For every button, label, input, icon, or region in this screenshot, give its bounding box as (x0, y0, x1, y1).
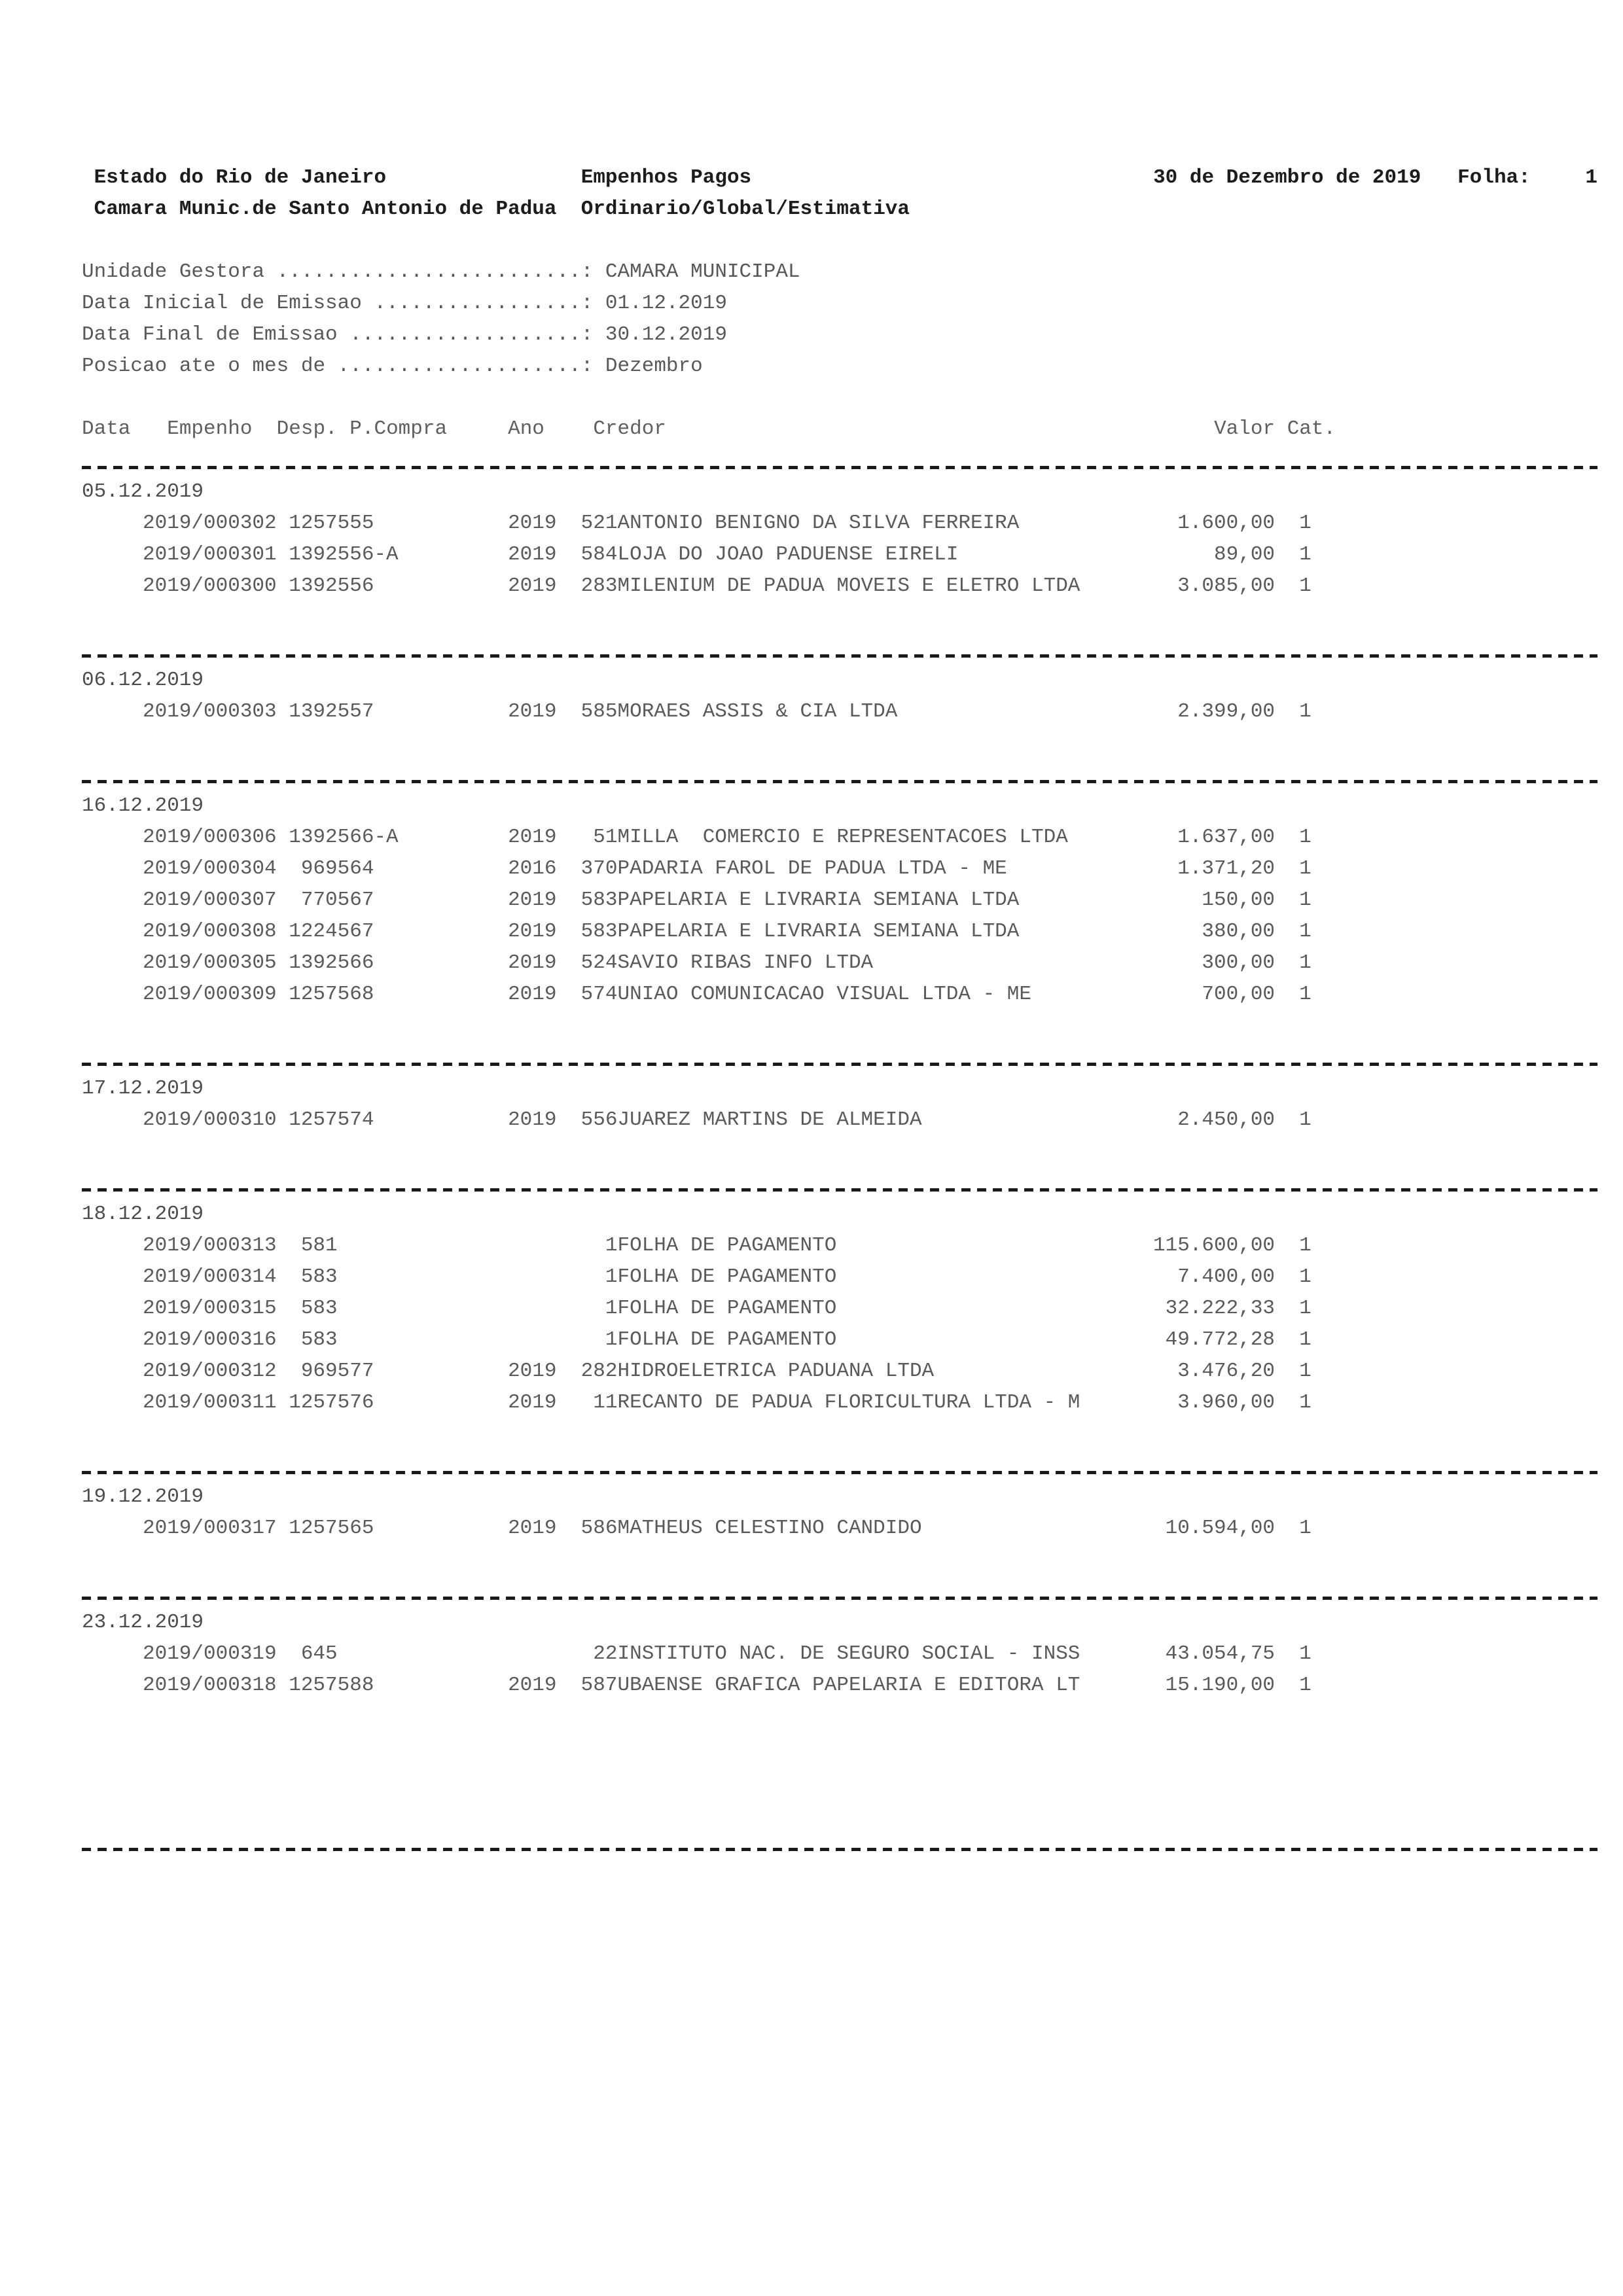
credor-name-cell: JUAREZ MARTINS DE ALMEIDA (617, 1108, 922, 1131)
cat-cell: 1 (1299, 543, 1311, 566)
credor-num-cell: 521 (580, 512, 618, 535)
valor-cell: 3.476,20 (1177, 1360, 1275, 1383)
dashed-divider (82, 780, 1597, 783)
table-row (82, 1513, 1597, 1544)
credor-num-cell: 585 (580, 700, 618, 723)
pcompra-cell (338, 1638, 447, 1670)
valor-cell: 300,00 (1202, 951, 1275, 974)
empenho-cell: 2019/000318 (143, 1674, 277, 1697)
empenho-cell: 2019/000314 (143, 1265, 277, 1288)
credor-name-cell: FOLHA DE PAGAMENTO (617, 1234, 837, 1257)
pcompra-cell: 555 (337, 512, 374, 535)
table-row (82, 1262, 1597, 1293)
credor-name-cell: MILLA COMERCIO E REPRESENTACOES LTDA (617, 826, 1068, 849)
cat-cell: 1 (1299, 920, 1311, 943)
meta-label: Data Inicial de Emissao .................: (82, 292, 594, 315)
ano-cell: 2019 (508, 1108, 557, 1131)
cat-cell: 1 (1299, 1360, 1311, 1383)
ano-cell: 2019 (508, 1674, 557, 1697)
table-row (82, 1293, 1597, 1324)
meta-label: Data Final de Emissao ...................: (82, 323, 594, 346)
empenho-cell: 2019/000312 (143, 1360, 277, 1383)
empenho-cell: 2019/000316 (143, 1328, 277, 1351)
empenho-cell: 2019/000319 (143, 1642, 277, 1665)
ano-cell: 2019 (508, 889, 557, 911)
table-row (82, 539, 1597, 571)
table-row (82, 947, 1597, 979)
ano-cell: 2019 (508, 543, 557, 566)
valor-cell: 89,00 (1214, 543, 1275, 566)
pcompra-cell: 566-A (337, 826, 399, 849)
ano-cell: 2019 (508, 1517, 557, 1540)
org-subname: Camara Munic.de Santo Antonio de Padua (94, 198, 557, 221)
table-row (82, 885, 1597, 916)
credor-num-cell: 586 (580, 1517, 618, 1540)
valor-cell: 3.960,00 (1177, 1391, 1275, 1414)
desp-cell: 1392 (289, 700, 338, 723)
table-row (82, 1104, 1597, 1136)
empenho-cell: 2019/000310 (143, 1108, 277, 1131)
separator-row (82, 633, 1597, 665)
cat-cell: 1 (1299, 983, 1311, 1006)
valor-cell: 3.085,00 (1177, 574, 1275, 597)
pcompra-cell: 556-A (337, 543, 399, 566)
valor-cell: 2.450,00 (1177, 1108, 1275, 1131)
pcompra-cell: 564 (337, 857, 374, 880)
ano-cell (447, 1293, 556, 1324)
valor-cell: 150,00 (1202, 889, 1275, 911)
valor-cell: 700,00 (1202, 983, 1275, 1006)
cat-cell: 1 (1299, 889, 1311, 911)
desp-cell: 583 (300, 1297, 338, 1320)
valor-cell: 10.594,00 (1165, 1517, 1275, 1540)
valor-cell: 1.371,20 (1177, 857, 1275, 880)
date-group-header (82, 1481, 1597, 1513)
ano-cell: 2019 (508, 574, 557, 597)
credor-num-cell: 1 (605, 1328, 618, 1351)
empenho-cell: 2019/000317 (143, 1517, 277, 1540)
table-row (82, 508, 1597, 539)
col-empenho: Empenho (167, 417, 253, 440)
desp-cell: 969 (300, 857, 338, 880)
desp-cell: 770 (300, 889, 338, 911)
credor-num-cell: 524 (580, 951, 618, 974)
table-row (82, 1670, 1597, 1701)
ano-cell (447, 1262, 556, 1293)
separator-row (82, 759, 1597, 790)
table-row (82, 1638, 1597, 1670)
empenho-cell: 2019/000302 (143, 512, 277, 535)
table-row (82, 1324, 1597, 1356)
pcompra-cell (338, 1324, 447, 1356)
pcompra-cell: 557 (337, 700, 374, 723)
valor-cell: 32.222,33 (1165, 1297, 1275, 1320)
date-group-header (82, 1073, 1597, 1104)
pcompra-cell: 576 (337, 1391, 374, 1414)
pcompra-cell: 568 (337, 983, 374, 1006)
cat-cell: 1 (1299, 857, 1311, 880)
group-date: 18.12.2019 (82, 1203, 204, 1226)
table-row (82, 571, 1597, 602)
ano-cell: 2016 (508, 857, 557, 880)
empenho-cell: 2019/000303 (143, 700, 277, 723)
dashed-divider (82, 1063, 1597, 1066)
folha-label: Folha: (1457, 166, 1531, 189)
table-column-header (82, 414, 1597, 445)
date-group-header (82, 476, 1597, 508)
pcompra-cell: 577 (337, 1360, 374, 1383)
valor-cell: 15.190,00 (1165, 1674, 1275, 1697)
pcompra-cell: 588 (337, 1674, 374, 1697)
desp-cell: 1224 (289, 920, 338, 943)
credor-name-cell: FOLHA DE PAGAMENTO (617, 1297, 837, 1320)
col-ano: Ano (508, 417, 544, 440)
credor-name-cell: UBAENSE GRAFICA PAPELARIA E EDITORA LT (617, 1674, 1080, 1697)
dashed-divider (82, 466, 1597, 469)
separator-row (82, 1827, 1597, 1858)
desp-cell: 583 (300, 1265, 338, 1288)
valor-cell: 115.600,00 (1153, 1234, 1275, 1257)
desp-cell: 1257 (289, 1517, 338, 1540)
payments-table (82, 445, 1597, 1858)
credor-num-cell: 583 (580, 889, 618, 911)
report-header-line-2 (82, 194, 1597, 225)
ano-cell: 2019 (508, 700, 557, 723)
pcompra-cell: 566 (337, 951, 374, 974)
credor-name-cell: FOLHA DE PAGAMENTO (617, 1328, 837, 1351)
credor-num-cell: 11 (593, 1391, 618, 1414)
credor-name-cell: UNIAO COMUNICACAO VISUAL LTDA - ME (617, 983, 1031, 1006)
report-header-line-1 (82, 162, 1597, 194)
cat-cell: 1 (1299, 1108, 1311, 1131)
ano-cell: 2019 (508, 951, 557, 974)
empenho-cell: 2019/000301 (143, 543, 277, 566)
pcompra-cell (338, 1230, 447, 1262)
dashed-divider (82, 1188, 1597, 1192)
cat-cell: 1 (1299, 574, 1311, 597)
desp-cell: 583 (300, 1328, 338, 1351)
pcompra-cell: 567 (337, 889, 374, 911)
folha-number: 1 (1585, 166, 1597, 189)
credor-num-cell: 584 (580, 543, 618, 566)
meta-data-inicial (82, 288, 1597, 319)
ano-cell: 2019 (508, 826, 557, 849)
meta-value: 30.12.2019 (605, 323, 727, 346)
credor-name-cell: MATHEUS CELESTINO CANDIDO (617, 1517, 922, 1540)
report-title: Empenhos Pagos (580, 166, 752, 189)
table-row (82, 979, 1597, 1010)
cat-cell: 1 (1299, 826, 1311, 849)
meta-unidade-gestora (82, 256, 1597, 288)
credor-name-cell: PADARIA FAROL DE PADUA LTDA - ME (617, 857, 1007, 880)
credor-num-cell: 1 (605, 1265, 618, 1288)
valor-cell: 7.400,00 (1177, 1265, 1275, 1288)
date-group-header (82, 1199, 1597, 1230)
valor-cell: 43.054,75 (1165, 1642, 1275, 1665)
desp-cell: 1257 (289, 983, 338, 1006)
pcompra-cell: 567 (337, 920, 374, 943)
col-pcompra: P.Compra (349, 417, 448, 440)
credor-num-cell: 556 (580, 1108, 618, 1131)
meta-posicao (82, 351, 1597, 382)
cat-cell: 1 (1299, 1674, 1311, 1697)
credor-name-cell: LOJA DO JOAO PADUENSE EIRELI (617, 543, 959, 566)
date-group-header (82, 665, 1597, 696)
cat-cell: 1 (1299, 1391, 1311, 1414)
group-date: 19.12.2019 (82, 1485, 204, 1508)
cat-cell: 1 (1299, 1297, 1311, 1320)
table-row (82, 1230, 1597, 1262)
cat-cell: 1 (1299, 1642, 1311, 1665)
ano-cell: 2019 (508, 1391, 557, 1414)
table-row (82, 853, 1597, 885)
report-document (82, 162, 1597, 1858)
cat-cell: 1 (1299, 1328, 1311, 1351)
valor-cell: 380,00 (1202, 920, 1275, 943)
group-date: 23.12.2019 (82, 1611, 204, 1634)
empenho-cell: 2019/000311 (143, 1391, 277, 1414)
credor-num-cell: 587 (580, 1674, 618, 1697)
table-row (82, 822, 1597, 853)
group-date: 06.12.2019 (82, 669, 204, 692)
ano-cell (447, 1324, 556, 1356)
separator-row (82, 445, 1597, 476)
desp-cell: 645 (300, 1642, 338, 1665)
col-cat: Cat. (1287, 417, 1336, 440)
desp-cell: 1257 (289, 1391, 338, 1414)
empenho-cell: 2019/000308 (143, 920, 277, 943)
credor-num-cell: 574 (580, 983, 618, 1006)
meta-value: CAMARA MUNICIPAL (605, 260, 800, 283)
desp-cell: 1392 (289, 826, 338, 849)
dashed-divider (82, 1597, 1597, 1600)
separator-row (82, 1042, 1597, 1073)
meta-data-final (82, 319, 1597, 351)
meta-value: 01.12.2019 (605, 292, 727, 315)
credor-num-cell: 1 (605, 1297, 618, 1320)
empenho-cell: 2019/000306 (143, 826, 277, 849)
desp-cell: 1392 (289, 574, 338, 597)
table-row (82, 1387, 1597, 1419)
pcompra-cell: 565 (337, 1517, 374, 1540)
desp-cell: 969 (300, 1360, 338, 1383)
credor-name-cell: INSTITUTO NAC. DE SEGURO SOCIAL - INSS (617, 1642, 1080, 1665)
credor-name-cell: SAVIO RIBAS INFO LTDA (617, 951, 874, 974)
credor-num-cell: 51 (593, 826, 618, 849)
ano-cell (447, 1638, 556, 1670)
meta-value: Dezembro (605, 355, 703, 378)
meta-label: Posicao ate o mes de ....................: (82, 355, 594, 378)
col-credor: Credor (593, 417, 666, 440)
credor-num-cell: 1 (605, 1234, 618, 1257)
org-name: Estado do Rio de Janeiro (94, 166, 387, 189)
desp-cell: 1257 (289, 1674, 338, 1697)
credor-num-cell: 282 (580, 1360, 618, 1383)
valor-cell: 1.637,00 (1177, 826, 1275, 849)
report-date: 30 de Dezembro de 2019 (1153, 166, 1421, 189)
credor-num-cell: 22 (593, 1642, 618, 1665)
pcompra-cell: 556 (337, 574, 374, 597)
desp-cell: 1392 (289, 951, 338, 974)
col-data: Data (82, 417, 131, 440)
credor-num-cell: 583 (580, 920, 618, 943)
empenho-cell: 2019/000304 (143, 857, 277, 880)
credor-num-cell: 283 (580, 574, 618, 597)
credor-name-cell: MILENIUM DE PADUA MOVEIS E ELETRO LTDA (617, 574, 1080, 597)
credor-name-cell: MORAES ASSIS & CIA LTDA (617, 700, 898, 723)
ano-cell: 2019 (508, 1360, 557, 1383)
credor-num-cell: 370 (580, 857, 618, 880)
separator-row (82, 1167, 1597, 1199)
valor-cell: 2.399,00 (1177, 700, 1275, 723)
valor-cell: 1.600,00 (1177, 512, 1275, 535)
cat-cell: 1 (1299, 951, 1311, 974)
pcompra-cell (338, 1293, 447, 1324)
meta-label: Unidade Gestora .........................: (82, 260, 594, 283)
empenho-cell: 2019/000300 (143, 574, 277, 597)
credor-name-cell: PAPELARIA E LIVRARIA SEMIANA LTDA (617, 889, 1020, 911)
desp-cell: 1392 (289, 543, 338, 566)
valor-cell: 49.772,28 (1165, 1328, 1275, 1351)
col-desp: Desp. (276, 417, 338, 440)
cat-cell: 1 (1299, 512, 1311, 535)
report-subtitle: Ordinario/Global/Estimativa (580, 198, 910, 221)
pcompra-cell (338, 1262, 447, 1293)
credor-name-cell: ANTONIO BENIGNO DA SILVA FERREIRA (617, 512, 1020, 535)
separator-row (82, 1450, 1597, 1481)
credor-name-cell: RECANTO DE PADUA FLORICULTURA LTDA - M (617, 1391, 1080, 1414)
cat-cell: 1 (1299, 700, 1311, 723)
ano-cell: 2019 (508, 983, 557, 1006)
desp-cell: 1257 (289, 1108, 338, 1131)
pcompra-cell: 574 (337, 1108, 374, 1131)
dashed-divider (82, 1471, 1597, 1474)
col-valor: Valor (1214, 417, 1275, 440)
ano-cell: 2019 (508, 512, 557, 535)
desp-cell: 581 (300, 1234, 338, 1257)
date-group-header (82, 790, 1597, 822)
group-date: 16.12.2019 (82, 794, 204, 817)
empenho-cell: 2019/000309 (143, 983, 277, 1006)
group-date: 17.12.2019 (82, 1077, 204, 1100)
credor-name-cell: PAPELARIA E LIVRARIA SEMIANA LTDA (617, 920, 1020, 943)
date-group-header (82, 1607, 1597, 1638)
dashed-divider (82, 654, 1597, 658)
cat-cell: 1 (1299, 1265, 1311, 1288)
dashed-divider (82, 1848, 1597, 1851)
desp-cell: 1257 (289, 512, 338, 535)
separator-row (82, 1576, 1597, 1607)
table-row (82, 1356, 1597, 1387)
empenho-cell: 2019/000305 (143, 951, 277, 974)
table-row (82, 696, 1597, 728)
ano-cell (447, 1230, 556, 1262)
empenho-cell: 2019/000313 (143, 1234, 277, 1257)
ano-cell: 2019 (508, 920, 557, 943)
empenho-cell: 2019/000315 (143, 1297, 277, 1320)
empenho-cell: 2019/000307 (143, 889, 277, 911)
table-row (82, 916, 1597, 947)
credor-name-cell: HIDROELETRICA PADUANA LTDA (617, 1360, 935, 1383)
cat-cell: 1 (1299, 1517, 1311, 1540)
credor-name-cell: FOLHA DE PAGAMENTO (617, 1265, 837, 1288)
group-date: 05.12.2019 (82, 480, 204, 503)
cat-cell: 1 (1299, 1234, 1311, 1257)
